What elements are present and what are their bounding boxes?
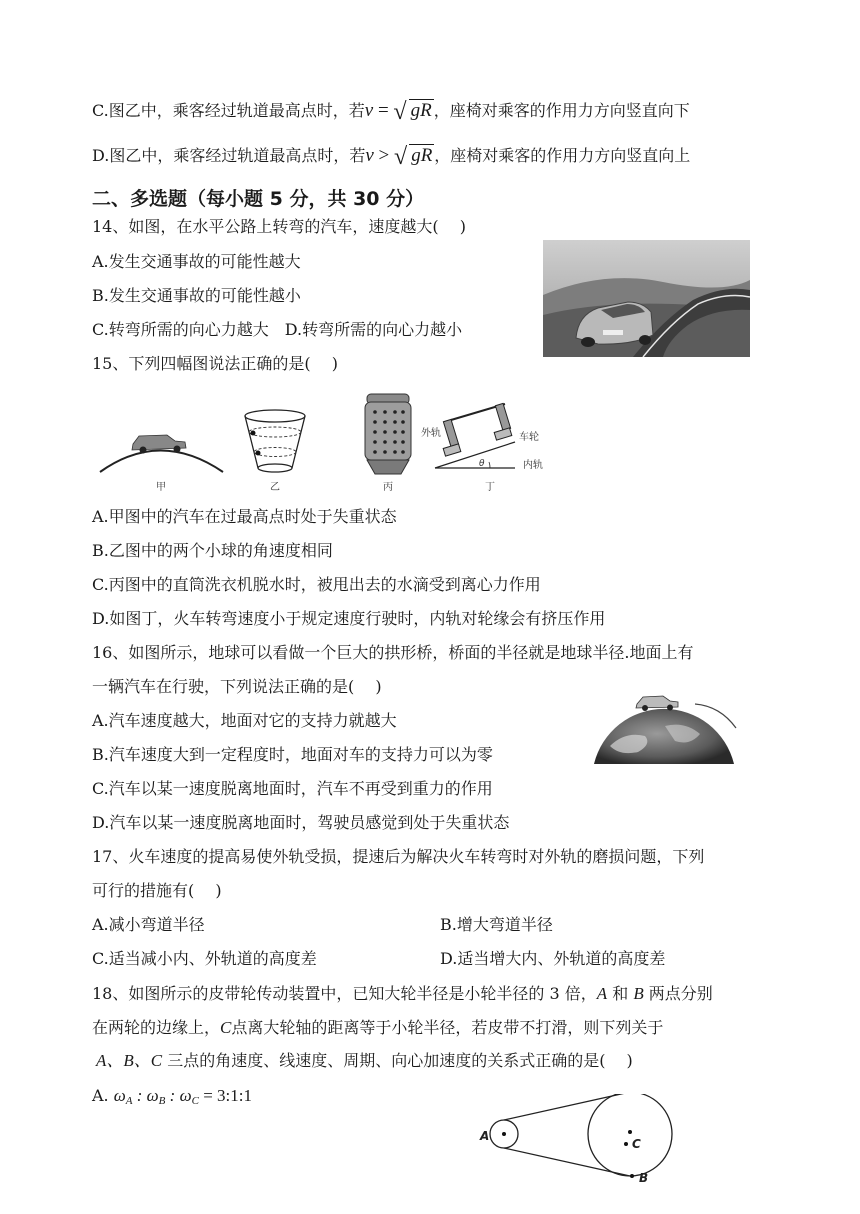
q18-belt-pulley-diagram bbox=[476, 1094, 700, 1186]
q13-option-d: D.图乙中，乘客经过轨道最高点时，若v > √ gR ，座椅对乘客的作用力方向竖直向上 bbox=[92, 144, 691, 170]
q15-four-figures bbox=[95, 384, 555, 494]
q18-stem-line3: A、B、C 三点的角速度、线速度、周期、向心加速度的关系式正确的是( ) bbox=[96, 1051, 633, 1070]
point-label-b: B bbox=[639, 1171, 649, 1185]
q17-option-d: D.适当增大内、外轨道的高度差 bbox=[440, 949, 666, 968]
q16-stem-line2: 一辆汽车在行驶，下列说法正确的是( ) bbox=[92, 677, 382, 696]
formula-v-eq-sqrt-gR: v = √ gR bbox=[364, 99, 432, 125]
track-label-angle: θ bbox=[479, 459, 485, 469]
q13-option-c: C.图乙中，乘客经过轨道最高点时，若v = √ gR ，座椅对乘客的作用力方向竖直向下 bbox=[92, 99, 690, 125]
q15-stem: 15、下列四幅图说法正确的是( ) bbox=[92, 354, 338, 373]
figure-jia-car-on-arch bbox=[100, 435, 223, 493]
q17-stem-line2: 可行的措施有( ) bbox=[92, 881, 222, 900]
figure-label-ding: 丁 bbox=[485, 482, 495, 493]
car-icon bbox=[636, 696, 678, 711]
q16-stem-line1: 16、如图所示，地球可以看做一个巨大的拱形桥，桥面的半径就是地球半径.地面上有 bbox=[92, 643, 694, 662]
q18-stem-line1: 18、如图所示的皮带轮传动装置中，已知大轮半径是小轮半径的 3 倍，A 和 B 两点分别 bbox=[92, 984, 713, 1003]
formula-v-gt-sqrt-gR: v > √ gR bbox=[365, 144, 433, 170]
q16-earth-with-car bbox=[590, 686, 740, 766]
q15-option-c: C.丙图中的直筒洗衣机脱水时，被甩出去的水滴受到离心力作用 bbox=[92, 575, 541, 594]
q17-stem-line1: 17、火车速度的提高易使外轨受损，提速后为解决火车转弯时对外轨的磨损问题，下列 bbox=[92, 847, 705, 866]
q15-option-d: D.如图丁，火车转弯速度小于规定速度行驶时，内轨对轮缘会有挤压作用 bbox=[92, 609, 606, 628]
q17-option-c: C.适当减小内、外轨道的高度差 bbox=[92, 949, 317, 968]
q18-option-a: A. $\omega_A$ : $\omega_B$ : $\omega_C$ = 3:1:1 bbox=[92, 1086, 252, 1107]
figure-ding-banked-track bbox=[421, 403, 543, 493]
q16-option-b: B.汽车速度大到一定程度时，地面对车的支持力可以为零 bbox=[92, 745, 493, 764]
figure-yi-cone bbox=[245, 410, 305, 493]
q15-option-a: A.甲图中的汽车在过最高点时处于失重状态 bbox=[92, 507, 397, 526]
q18-stem-line2: 在两轮的边缘上，C点离大轮轴的距离等于小轮半径，若皮带不打滑，则下列关于 bbox=[92, 1018, 664, 1037]
figure-bing-spin-drum bbox=[365, 394, 411, 493]
q14-option-b: B.发生交通事故的可能性越小 bbox=[92, 286, 301, 305]
point-label-c: C bbox=[632, 1137, 641, 1151]
q16-option-a: A.汽车速度越大，地面对它的支持力就越大 bbox=[92, 711, 397, 730]
q14-option-a: A.发生交通事故的可能性越大 bbox=[92, 252, 301, 271]
q15-option-b: B.乙图中的两个小球的角速度相同 bbox=[92, 541, 333, 560]
q16-option-d: D.汽车以某一速度脱离地面时，驾驶员感觉到处于失重状态 bbox=[92, 813, 510, 832]
q17-option-a: A.减小弯道半径 bbox=[92, 915, 205, 934]
point-label-a: A bbox=[480, 1129, 490, 1143]
section-heading-multiple-choice: 二、多选题（每小题 5 分，共 30 分） bbox=[92, 188, 425, 210]
q17-option-b: B.增大弯道半径 bbox=[440, 915, 553, 934]
figure-label-yi: 乙 bbox=[270, 482, 280, 493]
figure-label-jia: 甲 bbox=[156, 482, 166, 493]
track-label-outer: 外轨 bbox=[421, 428, 441, 439]
q14-option-cd: C.转弯所需的向心力越大 D.转弯所需的向心力越小 bbox=[92, 320, 463, 339]
figure-label-bing: 丙 bbox=[383, 482, 393, 493]
track-label-inner: 内轨 bbox=[523, 460, 543, 471]
q14-stem: 14、如图，在水平公路上转弯的汽车，速度越大( ) bbox=[92, 217, 466, 236]
track-label-wheel: 车轮 bbox=[519, 432, 539, 443]
q16-option-c: C.汽车以某一速度脱离地面时，汽车不再受到重力的作用 bbox=[92, 779, 493, 798]
q14-car-on-curve-photo bbox=[543, 240, 750, 357]
